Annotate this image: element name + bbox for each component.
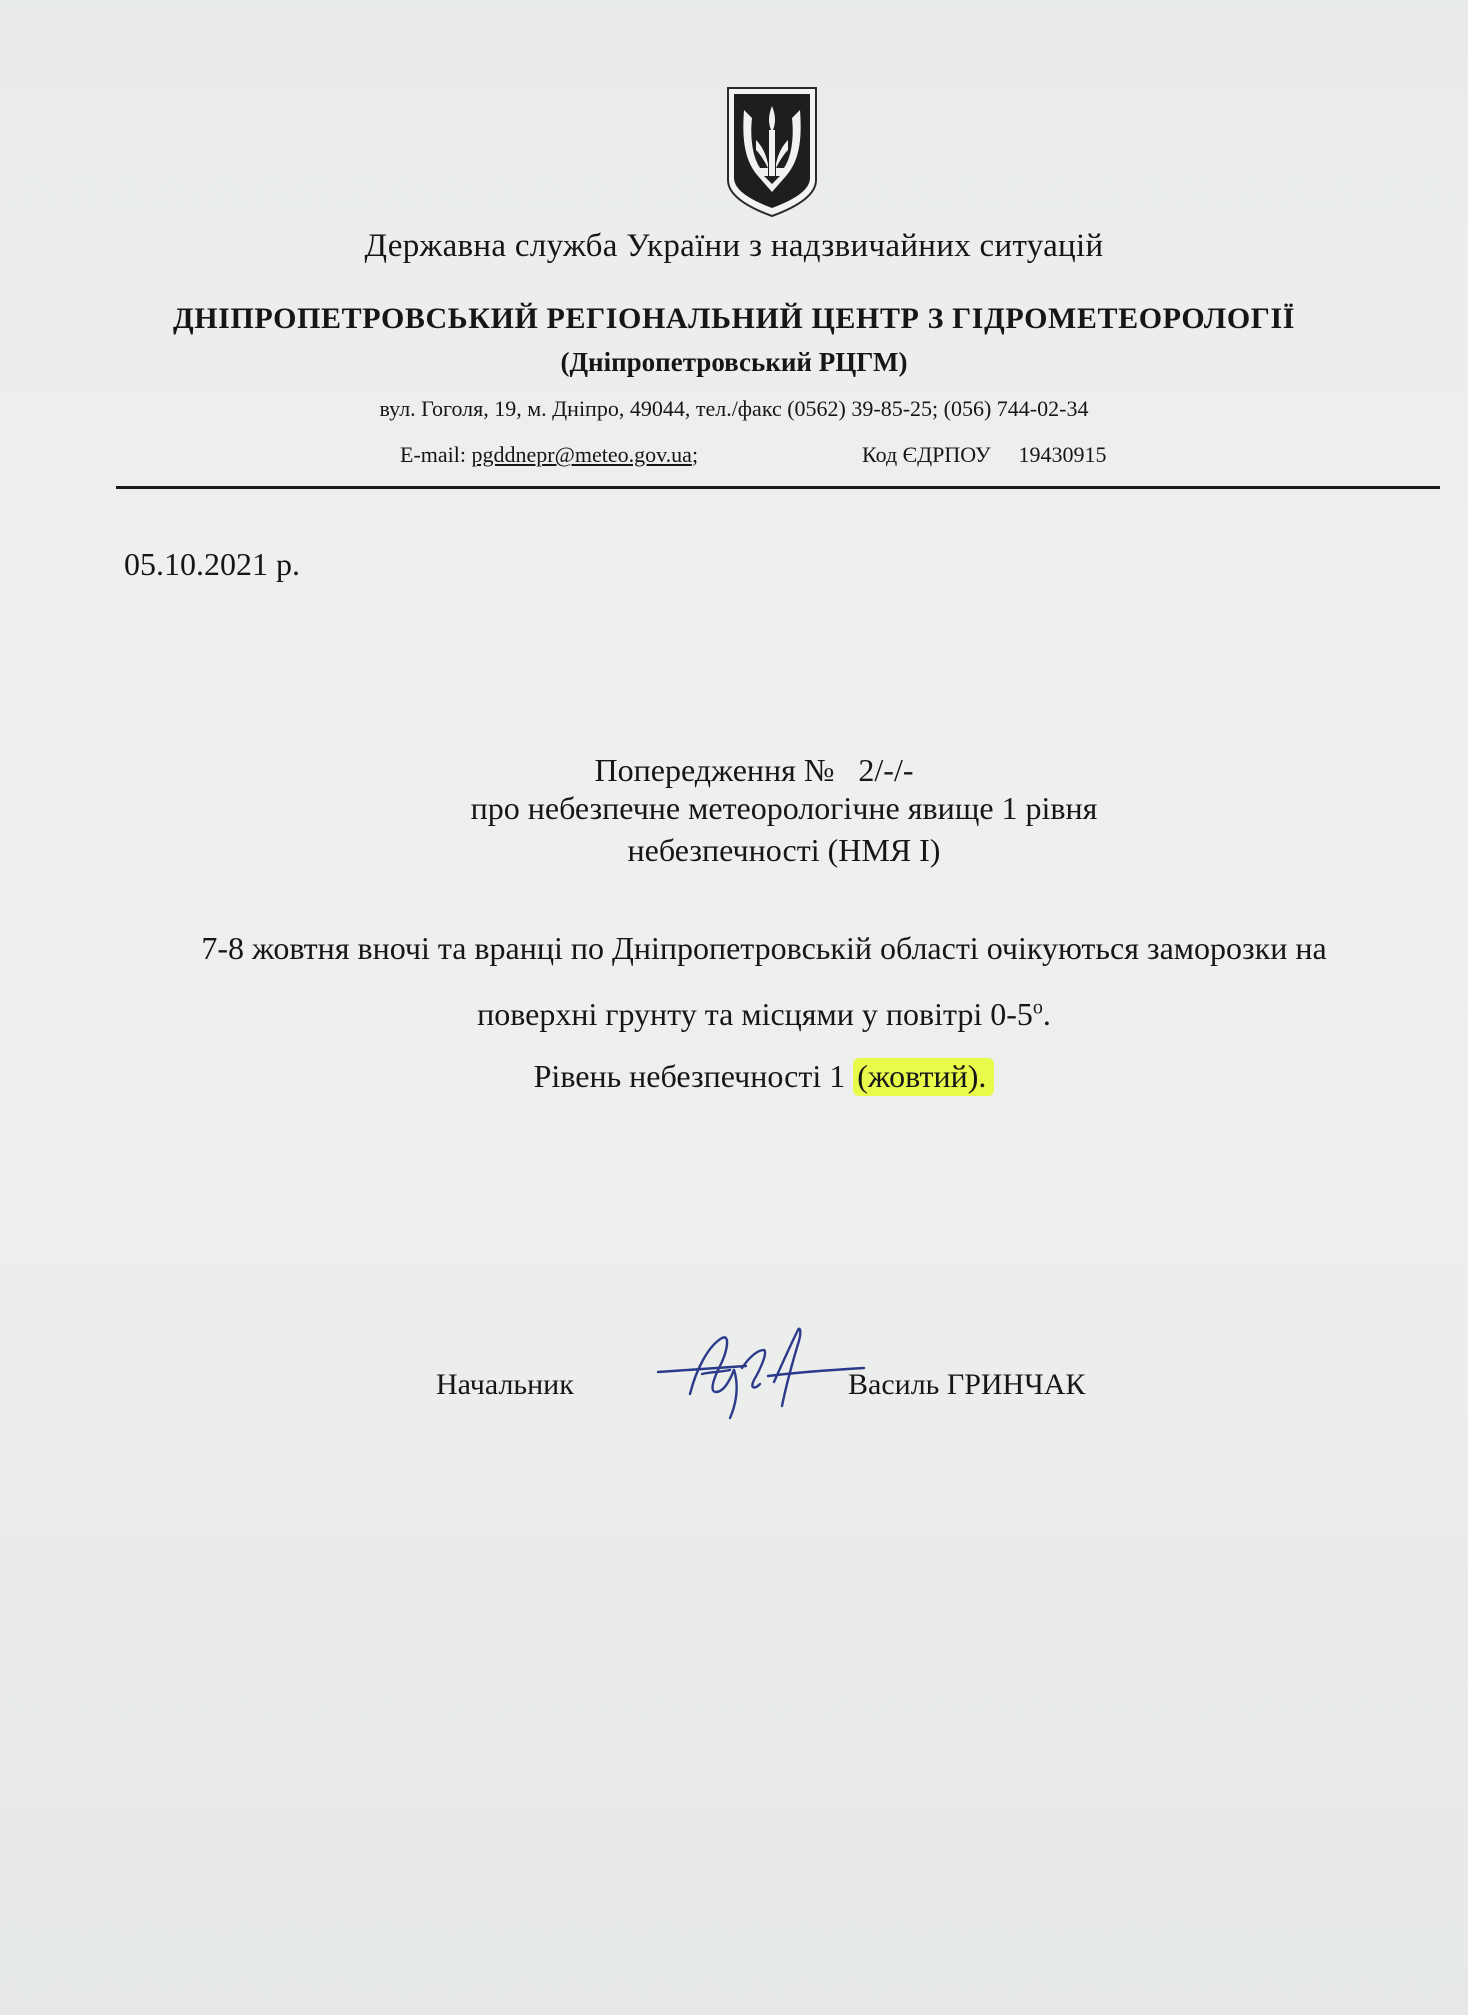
danger-level-text: Рівень небезпечності 1 [533,1058,854,1094]
forecast-line2-text: поверхні грунту та місцями у повітрі 0-5 [477,996,1033,1032]
edrpou [862,442,1107,468]
warning-title: Попередження № 2/-/- [594,752,914,788]
email-label: E-mail: [400,442,466,467]
email [400,442,698,468]
signer-role: Начальник [436,1368,574,1401]
warning-subtitle-line2: небезпечності (НМЯ І) [627,832,941,868]
address-line: вул. Гоголя, 19, м. Дніпро, 49044, тел./факс (0562) 39-85-25; (056) 744-02-34 [379,396,1089,421]
trident-emblem-icon [722,84,822,220]
edrpou-code: 19430915 [1018,442,1107,467]
header-divider [116,486,1440,489]
danger-level-line [30,1058,1468,1095]
signer-name: Василь ГРИНЧАК [848,1368,1086,1401]
ministry-name: Державна служба України з надзвичайних ситуацій [364,228,1104,264]
warning-subtitle-line1: про небезпечне метеорологічне явище 1 рівня [470,790,1098,826]
forecast-line1: 7-8 жовтня вночі та вранці по Дніпропетровській області очікуються заморозки на [201,930,1327,966]
email-link[interactable]: pgddnepr@meteo.gov.ua [471,442,692,467]
email-suffix: ; [691,442,699,467]
edrpou-label: Код ЄДРПОУ [862,442,991,467]
center-abbreviation: (Дніпропетровський РЦГМ) [560,347,908,377]
forecast-line2 [30,996,1468,1033]
degree-superscript: о [1032,996,1043,1019]
forecast-line2-end: . [1042,996,1051,1032]
danger-level-highlight: (жовтий). [853,1058,994,1096]
handwritten-signature [650,1310,870,1430]
document-date: 05.10.2021 р. [124,546,300,582]
center-name: ДНІПРОПЕТРОВСЬКИЙ РЕГІОНАЛЬНИЙ ЦЕНТР З ГІДРОМЕТЕОРОЛОГІЇ [173,302,1295,335]
